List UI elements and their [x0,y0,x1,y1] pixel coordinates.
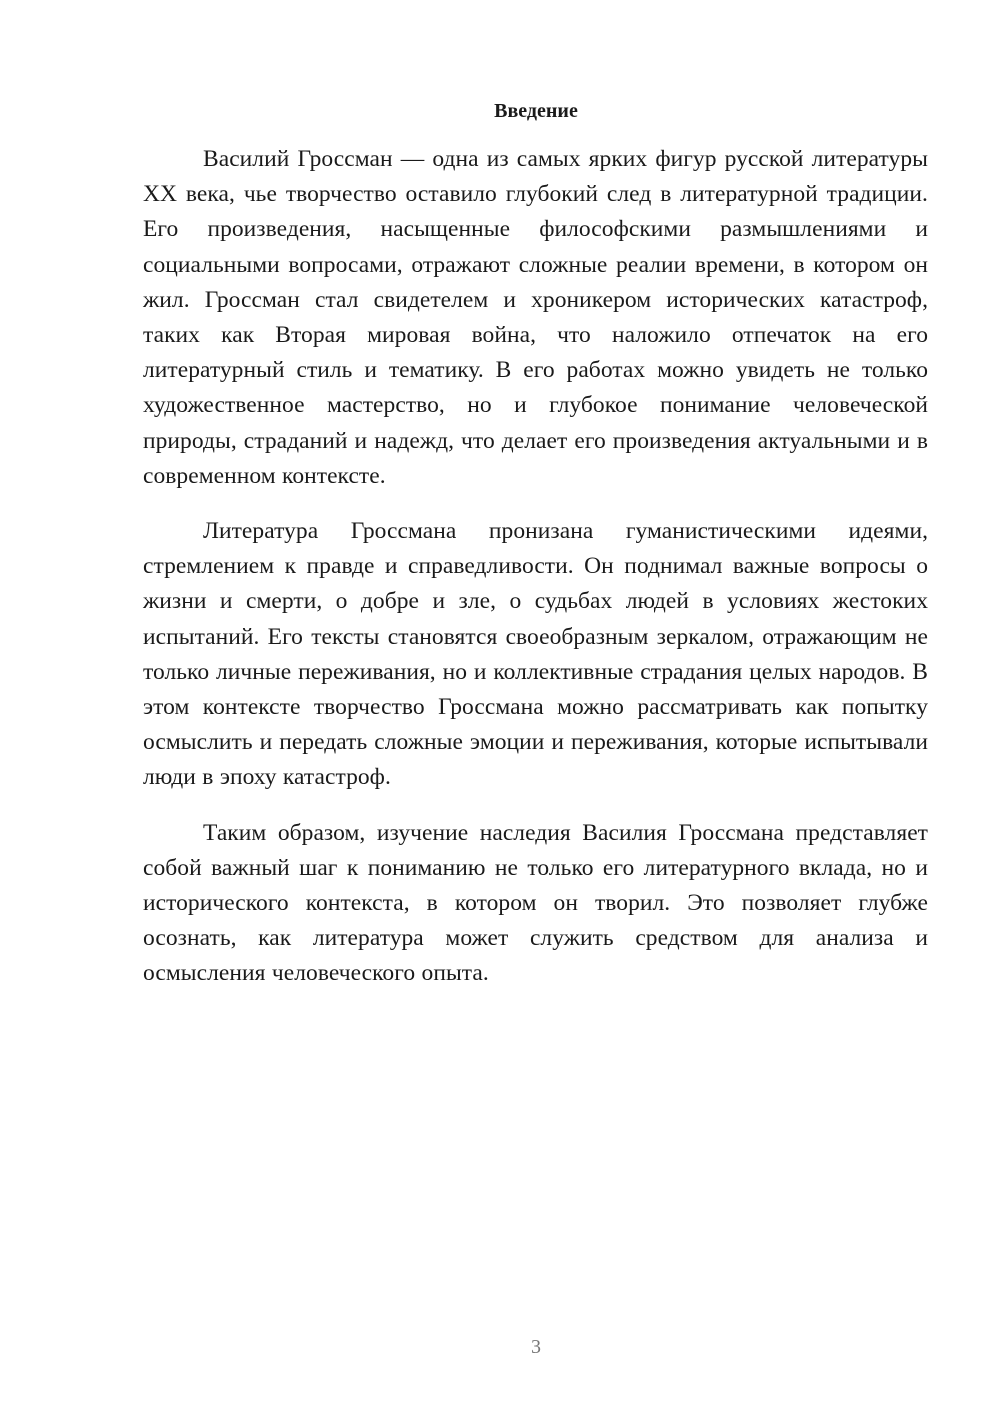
body-text [143,142,928,1012]
section-heading: Введение [494,100,578,122]
page-number: 3 [531,1336,541,1358]
paragraph-2: Литература Гроссмана пронизана гуманистическими идеями, стремлением к правде и справедливости. Он поднимал важные вопросы о жизни и смерти, о добре и зле, о судьбах людей в условиях жестоких испытаний. Его тексты становятся своеобразным зеркалом, отражающим не только личные переживания, но и коллективные страдания целых народов. В этом контексте творчество Гроссмана можно рассматривать как попытку осмыслить и передать сложные эмоции и переживания, которые испытывали люди в эпоху катастроф. [143,518,928,791]
paragraph-3: Таким образом, изучение наследия Василия Гроссмана представляет собой важный шаг к пониманию не только его литературного вклада, но и исторического контекста, в котором он творил. Это позволяет глубже осознать, как литература может служить средством для анализа и осмысления человеческого опыта. [143,819,928,987]
paragraph-1: Василий Гроссман — одна из самых ярких фигур русской литературы XX века, чье творчество оставило глубокий след в литературной традиции. Его произведения, насыщенные философскими размышлениями и социальными вопросами, отражают сложные реалии времени, в котором он жил. Гроссман стал свидетелем и хроникером исторических катастроф, таких как Вторая мировая война, что наложило отпечаток на его литературный стиль и тематику. В его работах можно увидеть не только художественное мастерство, но и глубокое понимание человеческой природы, страданий и надежд, что делает его произведения актуальными и в современном контексте. [143,146,928,489]
